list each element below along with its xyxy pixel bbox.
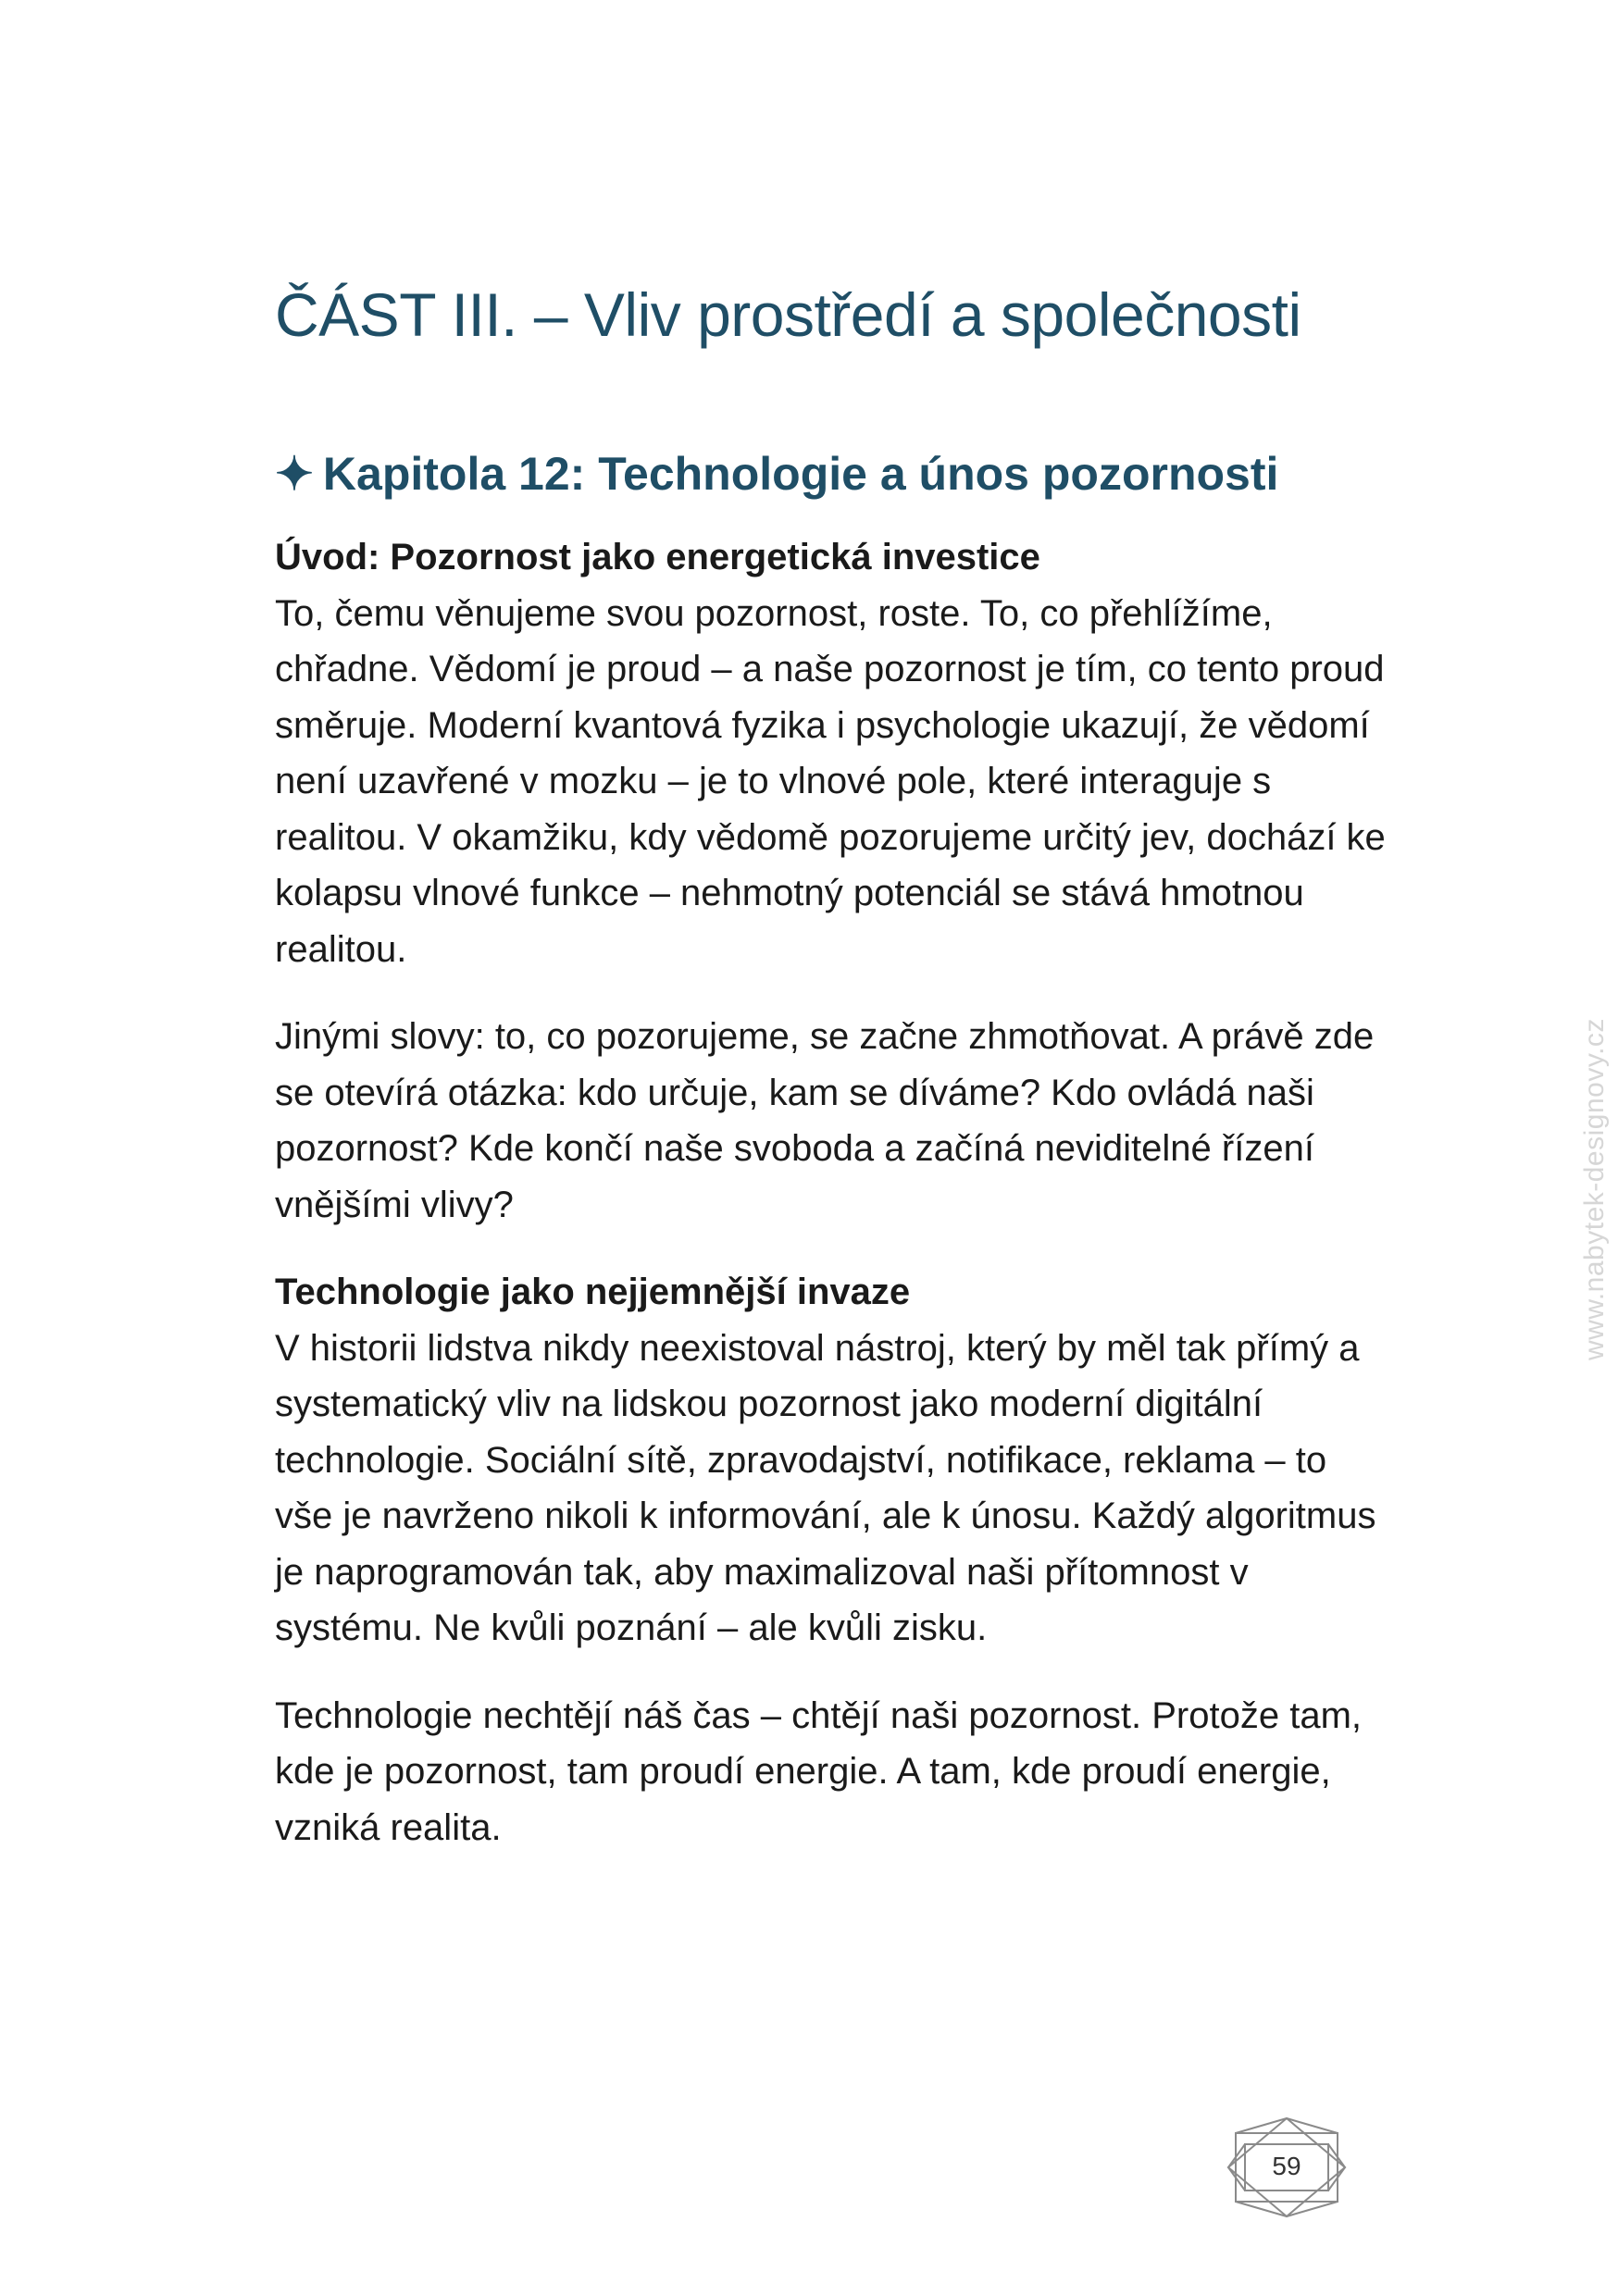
paragraph-gap — [275, 977, 1386, 1009]
star-icon: ✦ — [275, 448, 314, 500]
chapter-title: Kapitola 12: Technologie a únos pozornosti — [322, 448, 1279, 500]
paragraph: V historii lidstva nikdy neexistoval nástroj, který by měl tak přímý a systematický vliv na lidskou pozornost jako moderní digitální technologie. Sociální sítě, zpravodajství, notifikace, reklama – to vše je navrženo nikoli k informování, ale k únosu. Každý algoritmus je naprogramován tak, aby maximalizoval naši přítomnost v systému. Ne kvůli poznání – ale kvůli zisku. — [275, 1327, 1376, 1648]
page-number: 59 — [1272, 2152, 1301, 2180]
paragraph: Technologie nechtějí náš čas – chtějí naši pozornost. Protože tam, kde je pozornost, tam proudí energie. A tam, kde proudí energie, vzniká realita. — [275, 1694, 1363, 1848]
paragraph-gap — [275, 1233, 1386, 1264]
section-heading-technology: Technologie jako nejjemnější invaze — [275, 1272, 911, 1312]
watermark: www.nabytek-designovy.cz — [1579, 1018, 1610, 1360]
section-heading-intro: Úvod: Pozornost jako energetická investice — [275, 537, 1040, 577]
body-content — [275, 529, 1386, 1855]
page-title: ČÁST III. – Vliv prostředí a společnosti — [275, 280, 1301, 349]
paragraph-gap — [275, 1657, 1386, 1688]
paragraph: To, čemu věnujeme svou pozornost, roste. To, co přehlížíme, chřadne. Vědomí je proud – a naše pozornost je tím, co tento proud směruje. Moderní kvantová fyzika i psychologie ukazují, že vědomí není uzavřené v mozku – je to vlnové pole, které interaguje s realitou. V okamžiku, kdy vědomě pozorujeme určitý jev, dochází ke kolapsu vlnové funkce – nehmotný potenciál se stává hmotnou realitou. — [275, 592, 1386, 970]
chapter-heading — [275, 444, 1432, 503]
page-number-badge — [1226, 2116, 1347, 2218]
paragraph: Jinými slovy: to, co pozorujeme, se začne zhmotňovat. A právě zde se otevírá otázka: kdo určuje, kam se díváme? Kdo ovládá naši pozornost? Kde končí naše svoboda a začíná neviditelné řízení vnějšími vlivy? — [275, 1016, 1375, 1225]
